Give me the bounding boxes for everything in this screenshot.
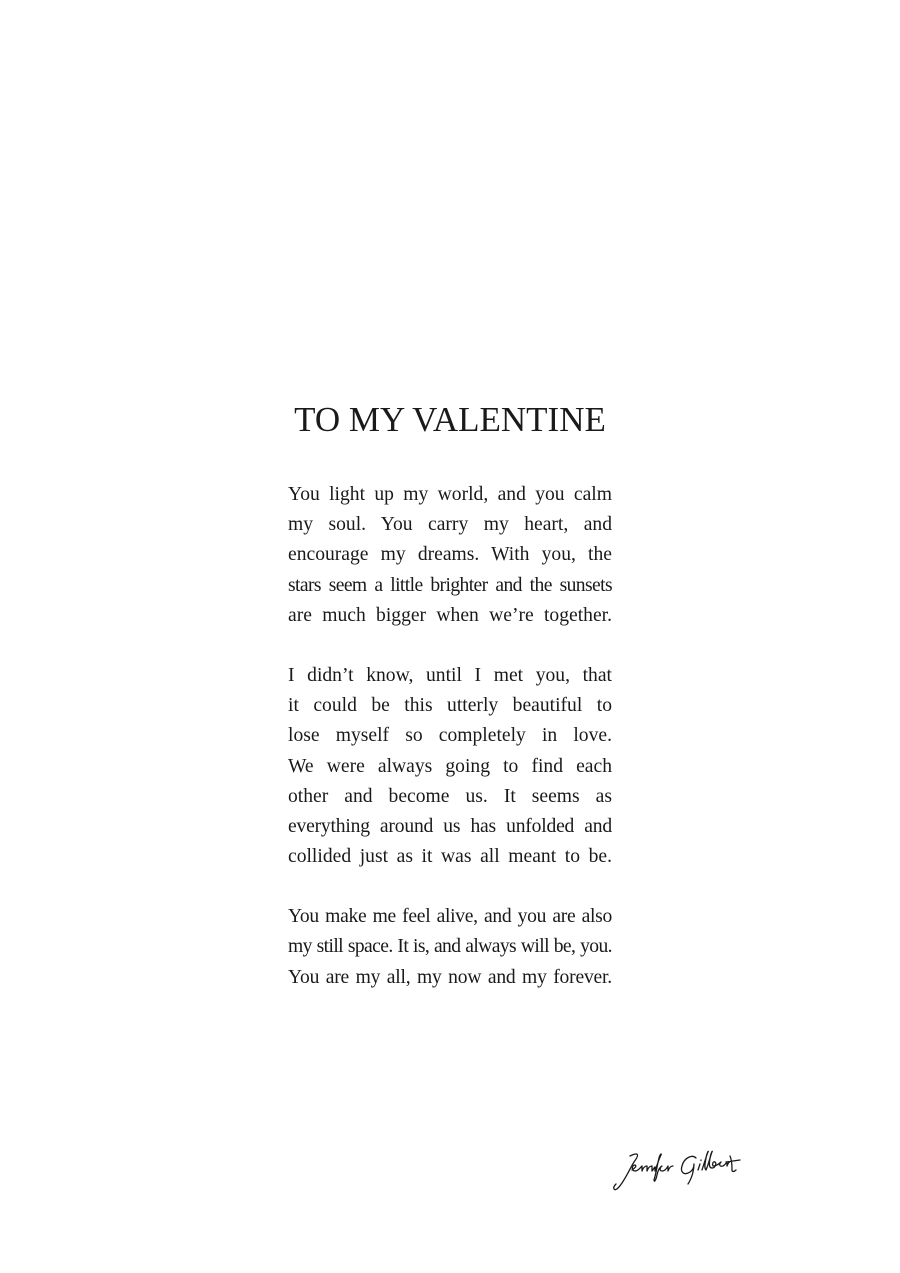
poem-line: are much bigger when we’re together. [288, 604, 612, 626]
poem-line: You light up my world, and you calm [288, 484, 612, 505]
poem-line: it could be this utterly beautiful to [288, 695, 612, 717]
poem-line: You make me feel alive, and you are also [288, 906, 612, 928]
poem-paragraph-3 [288, 902, 612, 993]
poem-line: encourage my dreams. With you, the [288, 544, 612, 566]
poem-title: TO MY VALENTINE [294, 400, 606, 439]
poem-line: collided just as it was all meant to be. [288, 846, 612, 868]
poem-body [288, 480, 612, 1023]
signature-jennifer-gilbert [610, 1148, 750, 1194]
poem-line: my still space. It is, and always will be, you. [288, 936, 612, 958]
poem-line: You are my all, my now and my forever. [288, 966, 612, 988]
poem-line: I didn’t know, until I met you, that [288, 664, 612, 686]
poem-paragraph-2 [288, 661, 612, 872]
poem-line: other and become us. It seems as [288, 785, 612, 807]
poem-line: everything around us has unfolded and [288, 815, 612, 837]
poem-paragraph-1 [288, 480, 612, 631]
poem-line: lose myself so completely in love. [288, 725, 612, 747]
poem-line: We were always going to find each [288, 755, 612, 777]
poem-line: stars seem a little brighter and the sunsets [288, 574, 612, 596]
poem-line: my soul. You carry my heart, and [288, 514, 612, 536]
